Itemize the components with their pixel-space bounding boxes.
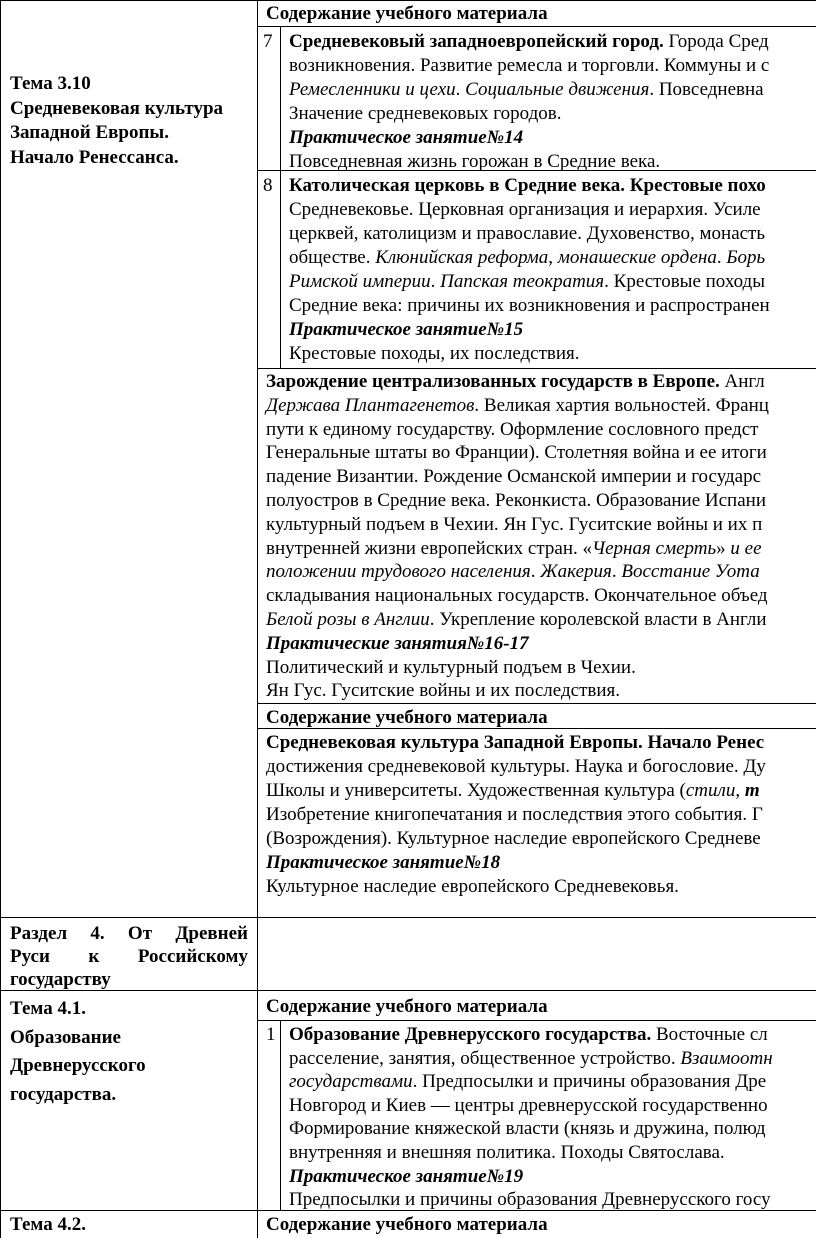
topic-4-1-line: государства. [10, 1083, 117, 1105]
text-line [266, 537, 762, 561]
table-left-border [0, 0, 1, 1238]
text-run: внутренней жизни европейских стран. « [266, 537, 593, 559]
text-run: Практическое занятие№18 [266, 852, 501, 873]
text-run: монашеские ордена [557, 247, 717, 268]
text-line [266, 827, 761, 851]
section-4-word: Российскому [137, 946, 248, 967]
text-run: Восстание Уота [621, 561, 760, 583]
text-run: Города Сред [663, 31, 769, 52]
text-run: . Предпосылки и причины образования Дре [412, 1071, 767, 1093]
text-line [289, 150, 660, 174]
row-number: 1 [266, 1024, 276, 1045]
topic-4-1-line: Тема 4.1. [10, 998, 86, 1019]
text-line [289, 30, 769, 54]
text-run: и ее [730, 537, 762, 559]
text-line [266, 441, 767, 465]
text-run: государствами [289, 1071, 413, 1093]
text-run: Изобретение книгопечатания и последствия этого события. Г [266, 804, 763, 825]
text-run: полуостров в Средние века. Реконкиста. Образование Испани [266, 490, 766, 511]
section-4-line [10, 922, 248, 945]
topic-4-1 [10, 995, 146, 1109]
text-run: Восточные сл [651, 1024, 768, 1045]
number-column-divider [280, 26, 281, 368]
text-run: складывания национальных государств. Окончательное объед [266, 585, 768, 607]
text-line [266, 875, 679, 899]
text-run: Клюнийская реформа [375, 247, 549, 268]
text-line [289, 198, 761, 222]
text-line [289, 126, 523, 150]
section-4-word: От [127, 923, 153, 944]
text-run: Папская теократия [440, 271, 605, 292]
text-run: достижения средневековой культуры. Наука и богословие. Ду [266, 756, 766, 777]
text-line [266, 584, 768, 608]
topic-4-1-line: Образование [10, 1026, 121, 1048]
text-run: Средневековье. Церковная организация и иерархия. Усиле [289, 199, 761, 220]
text-run: . Великая хартия вольностей. Франц [474, 394, 769, 416]
topic-3-10-line: Средневековая культура [10, 97, 224, 119]
section-4-heading [10, 922, 248, 991]
text-line [266, 803, 763, 827]
text-line [266, 418, 759, 442]
text-line [289, 270, 765, 294]
text-run: Борь [726, 247, 766, 268]
section-4-line [10, 945, 248, 968]
row-rule [257, 368, 816, 369]
section-header: Содержание учебного материала [266, 1214, 548, 1235]
text-run: Практические занятия№16-17 [266, 632, 529, 654]
row-number: 7 [263, 31, 273, 52]
text-line [266, 465, 761, 489]
text-line [266, 489, 766, 513]
text-run: Практическое занятие№19 [289, 1165, 524, 1187]
text-line [266, 779, 760, 803]
number-column-divider [280, 1020, 281, 1210]
text-run: Школы и университеты. Художественная культура ( [266, 780, 686, 801]
text-run: стили [685, 780, 736, 801]
text-line [266, 632, 529, 656]
text-line [289, 318, 523, 342]
text-run: Взаимоотн [680, 1047, 773, 1069]
text-run: Политический и культурный подъем в Чехии. [266, 656, 636, 678]
text-run: Культурное наследие европейского Средневековья. [266, 876, 679, 897]
section-4-word: к [88, 946, 100, 967]
text-line [266, 679, 620, 703]
text-run: Новгород и Киев — центры древнерусской государственно [289, 1094, 768, 1116]
text-run: Средние века: причины их возникновения и распространен [289, 295, 770, 316]
text-line [266, 731, 764, 755]
text-line [289, 54, 769, 78]
text-run: » [716, 537, 731, 559]
topic-4-1-line: Древнерусского [10, 1055, 146, 1076]
text-line [266, 513, 762, 537]
text-line [289, 78, 764, 102]
text-line [289, 342, 580, 366]
section-4-word: Руси [10, 946, 50, 967]
text-line [266, 560, 760, 584]
text-run: пути к единому государству. Оформление сословного предст [266, 418, 759, 440]
row-rule [257, 26, 816, 27]
text-line [266, 394, 769, 418]
text-run: Средневековый западноевропейский город. [289, 31, 664, 52]
text-run: Зарождение централизованных государств в Европе. [266, 371, 720, 392]
text-line [266, 755, 766, 779]
section-header: Содержание учебного материала [266, 996, 548, 1017]
text-run: Формирование княжеской власти (князь и дружина, полюд [289, 1118, 766, 1140]
column-divider [257, 0, 258, 1238]
text-run: Практическое занятие№15 [289, 319, 524, 340]
text-run: Генеральные штаты во Франции). Столетняя война и ее итоги [266, 442, 767, 464]
text-line [289, 294, 770, 318]
text-line [289, 1094, 768, 1118]
text-run: . [455, 79, 466, 100]
text-run: (Возрождения). Культурное наследие европейского Средневе [266, 828, 761, 849]
text-run: падение Византии. Рождение Османской империи и государс [266, 466, 762, 488]
text-run: церквей, католицизм и православие. Духовенство, монасть [289, 223, 766, 244]
text-run: . Повседневна [649, 79, 764, 100]
section-4-word: Раздел [10, 923, 68, 944]
section-header: Содержание учебного материала [266, 3, 548, 24]
text-run: . [716, 247, 727, 268]
text-line [289, 1188, 771, 1212]
text-line [266, 608, 767, 632]
text-line [266, 370, 765, 394]
section-4-word: Древней [175, 923, 248, 944]
text-run: Ян Гус. Гуситские войны и их последствия. [266, 680, 620, 702]
text-line [266, 851, 500, 875]
text-run: . Крестовые походы [604, 271, 765, 292]
text-line [266, 656, 636, 680]
text-line [289, 174, 766, 198]
text-run: . [530, 561, 541, 583]
topic-4-2: Тема 4.2. [10, 1214, 86, 1235]
text-run: . [611, 561, 622, 583]
text-line [289, 1117, 766, 1141]
text-run: Значение средневековых городов. [289, 103, 562, 124]
row-rule [0, 0, 816, 1]
text-run: Предпосылки и причины образования Древнерусского госу [289, 1189, 771, 1211]
topic-3-10-line: Западной Европы. [10, 122, 170, 143]
section-4-word: 4. [90, 923, 105, 944]
text-run: внутренняя и внешняя политика. Походы Святослава. [289, 1142, 725, 1163]
row-rule [0, 917, 816, 918]
text-line [289, 1047, 773, 1071]
text-line [289, 1070, 766, 1094]
text-run: . [430, 271, 441, 292]
text-line [289, 246, 765, 270]
text-run: Католическая церковь в Средние века. Крестовые похо [289, 175, 766, 196]
text-run: обществе. [289, 247, 376, 268]
text-run: Средневековая культура Западной Европы. Начало Ренес [266, 732, 765, 753]
text-run: Белой розы в Англии [266, 609, 430, 630]
text-run: Крестовые походы, их последствия. [289, 343, 580, 364]
text-line [289, 102, 561, 126]
text-run: Англ [719, 371, 765, 392]
text-run: Социальные движения [465, 79, 650, 100]
row-rule [257, 1020, 816, 1021]
topic-3-10-line: Тема 3.10 [10, 73, 91, 94]
text-run: Черная смерть [592, 537, 717, 559]
section-header: Содержание учебного материала [266, 707, 548, 728]
text-run: , [735, 780, 745, 801]
row-number: 8 [263, 175, 273, 196]
topic-3-10-line: Начало Ренессанса. [10, 146, 179, 168]
text-run: Ремесленники и цехи [289, 79, 456, 100]
text-run: возникновения. Развитие ремесла и торговли. Коммуны и с [289, 55, 770, 76]
topic-3-10 [10, 72, 223, 170]
text-line [289, 1141, 725, 1165]
section-4-line: государству [10, 969, 111, 990]
text-run: , [548, 247, 558, 268]
text-line [289, 1023, 768, 1047]
text-run: культурный подъем в Чехии. Ян Гус. Гуситские войны и их п [266, 513, 763, 535]
text-run: Образование Древнерусского государства. [289, 1024, 652, 1045]
text-run: расселение, занятия, общественное устройство. [289, 1047, 681, 1069]
text-run: Повседневная жизнь горожан в Средние века. [289, 151, 661, 172]
text-run: Жакерия [540, 561, 612, 583]
text-line [289, 1165, 523, 1189]
text-run: Практическое занятие№14 [289, 127, 524, 148]
text-run: т [744, 780, 760, 801]
text-line [289, 222, 765, 246]
text-run: Держава Плантагенетов [266, 394, 475, 416]
text-run: положении трудового населения [266, 561, 531, 583]
text-run: . Укрепление королевской власти в Англи [429, 609, 767, 630]
text-run: Римской империи [289, 271, 431, 292]
